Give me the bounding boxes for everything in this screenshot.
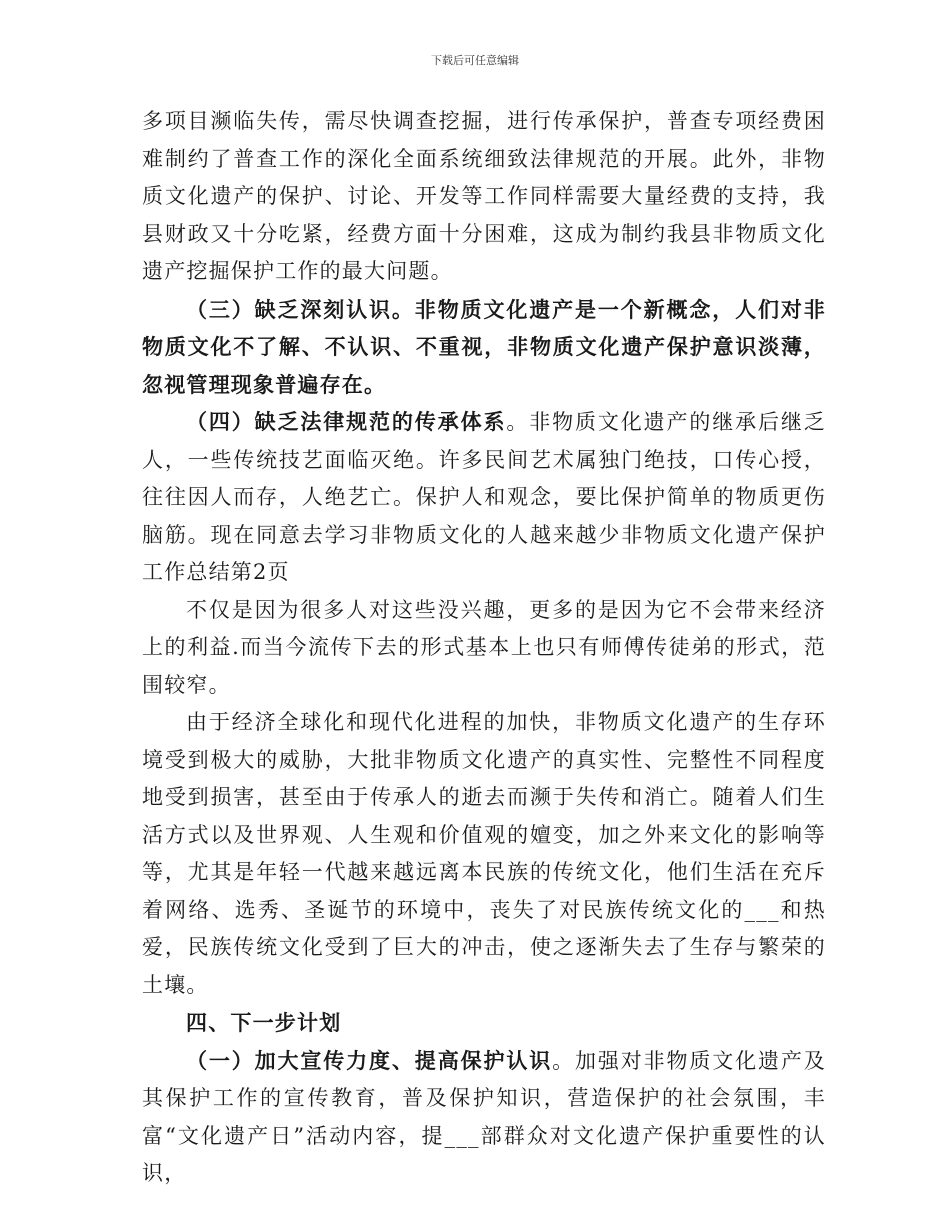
heading-publicity: （一）加大宣传力度、提高保护认识	[186, 1047, 553, 1073]
section-heading-next-plan: 四、下一步计划	[186, 1010, 342, 1035]
heading-inheritance: （四）缺乏法律规范的传承体系	[186, 409, 507, 434]
paragraph-interest: 不仅是因为很多人对这些没兴趣，更多的是因为它不会带来经济上的利益.而当今流传下去的形式基本上也只有师傅传徒弟的形式，范围较窄。	[142, 597, 826, 697]
page-header: 下载后可任意编辑	[431, 54, 519, 67]
paragraph-publicity	[142, 1042, 826, 1193]
paragraph-awareness: （三）缺乏深刻认识。非物质文化遗产是一个新概念，人们对非物质文化不了解、不认识、不重视，非物质文化遗产保护意识淡薄，忽视管理现象普遍存在。	[142, 296, 826, 397]
paragraph-inheritance	[142, 403, 826, 592]
paragraph-globalization: 由于经济全球化和现代化进程的加快，非物质文化遗产的生存环境受到极大的威胁，大批非物质文化遗产的真实性、完整性不同程度地受到损害，甚至由于传承人的逝去而濒于失传和消亡。随着人们生活方式以及世界观、人生观和价值观的嬗变，加之外来文化的影响等等，尤其是年轻一代越来越远离本民族的传统文化，他们生活在充斥着网络、选秀、圣诞节的环境中，丧失了对民族传统文化的___和热爱，民族传统文化受到了巨大的冲击，使之逐渐失去了生存与繁荣的土壤。	[142, 710, 826, 997]
paragraph-inheritance-text: 。非物质文化遗产的继承后继乏人，一些传统技艺面临灭绝。许多民间艺术属独门绝技，口传心授，往往因人而存，人绝艺亡。保护人和观念，要比保护简单的物质更伤脑筋。现在同意去学习非物质文化的人越来越少非物质文化遗产保护工作总结第2页	[142, 410, 826, 584]
paragraph-publicity-text: 。加强对非物质文化遗产及其保护工作的宣传教育，普及保护知识，营造保护的社会氛围，丰富“文化遗产日”活动内容，提___部群众对文化遗产保护重要性的认识，	[142, 1048, 827, 1185]
document-body	[142, 103, 826, 1193]
paragraph-funding: 多项目濒临失传，需尽快调查挖掘，进行传承保护，普查专项经费困难制约了普查工作的深化全面系统细致法律规范的开展。此外，非物质文化遗产的保护、讨论、开发等工作同样需要大量经费的支持，我县财政又十分吃紧，经费方面十分困难，这成为制约我县非物质文化遗产挖掘保护工作的最大问题。	[142, 109, 826, 283]
